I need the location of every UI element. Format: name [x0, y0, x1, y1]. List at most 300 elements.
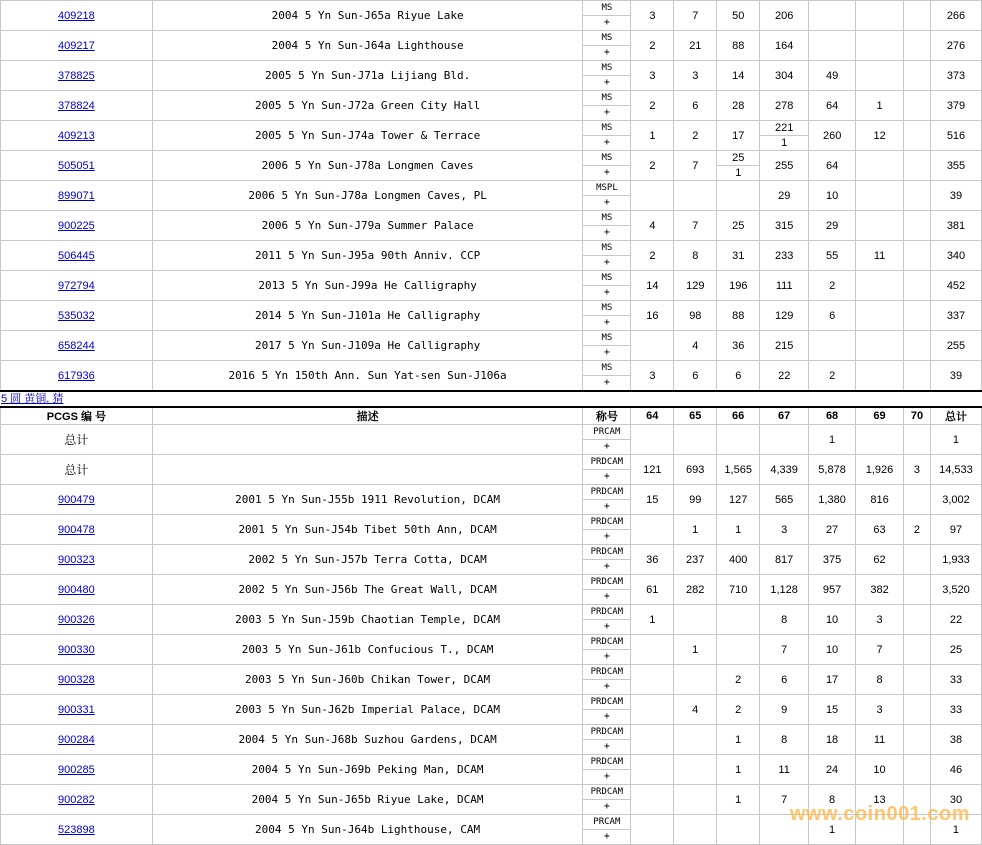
coin-row	[1, 31, 982, 61]
coin-total: 22	[930, 605, 981, 635]
coin-grade-68: 8	[809, 785, 856, 815]
coin-description: 2002 5 Yn Sun-J56b The Great Wall, DCAM	[152, 575, 583, 605]
coin-grade-69: 62	[856, 545, 904, 575]
coin-grade-69	[856, 151, 904, 181]
coin-grade-70	[904, 181, 931, 211]
coin-grade-65: 6	[674, 91, 717, 121]
designation-stack	[583, 91, 630, 120]
coin-grade-68: 55	[809, 241, 856, 271]
coin-grade-65: 237	[674, 545, 717, 575]
coin-grade-67: 9	[760, 695, 809, 725]
coin-total: 381	[930, 211, 981, 241]
coin-total: 1	[930, 815, 981, 845]
coin-description: 2016 5 Yn 150th Ann. Sun Yat-sen Sun-J106a	[152, 361, 583, 392]
coin-total: 3,520	[930, 575, 981, 605]
coin-grade-67: 1,128	[760, 575, 809, 605]
plus-grade-label: +	[603, 17, 610, 28]
coin-description: 2004 5 Yn Sun-J65b Riyue Lake, DCAM	[152, 785, 583, 815]
header-grade-67: 67	[760, 407, 809, 425]
designation-cell	[583, 485, 631, 515]
plus-grade-label: +	[603, 651, 610, 662]
coin-description: 2001 5 Yn Sun-J54b Tibet 50th Ann, DCAM	[152, 515, 583, 545]
coin-grade-65: 7	[674, 211, 717, 241]
coin-row	[1, 361, 982, 392]
pcgs-number-link[interactable]: 900480	[58, 584, 95, 596]
pcgs-number-link[interactable]: 617936	[58, 370, 95, 382]
coin-grade-65: 129	[674, 271, 717, 301]
designation-cell	[583, 61, 631, 91]
plus-grade-label: +	[603, 591, 610, 602]
coin-description: 2011 5 Yn Sun-J95a 90th Anniv. CCP	[152, 241, 583, 271]
coin-grade-69: 816	[856, 485, 904, 515]
designation-label: PRDCAM	[583, 485, 630, 500]
designation-stack	[583, 425, 630, 454]
coin-grade-69: 3	[856, 605, 904, 635]
designation-stack	[583, 301, 630, 330]
designation-cell	[583, 605, 631, 635]
designation-label: MS	[583, 61, 630, 76]
coin-total: 3,002	[930, 485, 981, 515]
coin-grade-70	[904, 605, 931, 635]
coin-grade-70	[904, 635, 931, 665]
pcgs-number-link[interactable]: 900479	[58, 494, 95, 506]
pcgs-number-cell	[1, 121, 153, 151]
coin-total: 337	[930, 301, 981, 331]
summary-grade-69: 1,926	[856, 455, 904, 485]
designation-cell	[583, 301, 631, 331]
coin-grade-64	[631, 181, 674, 211]
pcgs-number-link[interactable]: 900328	[58, 674, 95, 686]
pcgs-number-link[interactable]: 972794	[58, 280, 95, 292]
pcgs-number-link[interactable]: 523898	[58, 824, 95, 836]
coin-total: 276	[930, 31, 981, 61]
coin-grade-64	[631, 515, 674, 545]
pcgs-number-link[interactable]: 900330	[58, 644, 95, 656]
coin-row	[1, 121, 982, 151]
coin-grade-69: 11	[856, 725, 904, 755]
coin-description: 2004 5 Yn Sun-J64b Lighthouse, CAM	[152, 815, 583, 845]
coin-grade-64: 2	[631, 241, 674, 271]
pcgs-number-link[interactable]: 506445	[58, 250, 95, 262]
coin-grade-68: 260	[809, 121, 856, 151]
coin-grade-67: 315	[760, 211, 809, 241]
coin-grade-66: 710	[717, 575, 760, 605]
designation-cell	[583, 695, 631, 725]
coin-description: 2003 5 Yn Sun-J62b Imperial Palace, DCAM	[152, 695, 583, 725]
summary-total: 14,533	[930, 455, 981, 485]
coin-grade-66	[717, 181, 760, 211]
summary-grade-64: 121	[631, 455, 674, 485]
pcgs-number-link[interactable]: 900284	[58, 734, 95, 746]
coin-total: 355	[930, 151, 981, 181]
coin-grade-69: 3	[856, 695, 904, 725]
coin-grade-68: 64	[809, 91, 856, 121]
coin-row	[1, 1, 982, 31]
coin-grade-70	[904, 575, 931, 605]
coin-total: 33	[930, 695, 981, 725]
designation-stack	[583, 271, 630, 300]
pcgs-number-link[interactable]: 409213	[58, 130, 95, 142]
coin-grade-70	[904, 91, 931, 121]
pcgs-number-link[interactable]: 900323	[58, 554, 95, 566]
coin-grade-64: 1	[631, 121, 674, 151]
coin-grade-69	[856, 361, 904, 392]
designation-cell	[583, 91, 631, 121]
plus-grade-label: +	[603, 377, 610, 388]
plus-grade-label: +	[603, 287, 610, 298]
coin-grade-65: 21	[674, 31, 717, 61]
coin-grade-67: 206	[760, 1, 809, 31]
coin-grade-70	[904, 755, 931, 785]
coin-grade-64	[631, 815, 674, 845]
coin-grade-66: 17	[717, 121, 760, 151]
coin-grade-67: 8	[760, 725, 809, 755]
pcgs-number-link[interactable]: 409217	[58, 40, 95, 52]
coin-grade-68: 1	[809, 815, 856, 845]
designation-label: PRDCAM	[583, 785, 630, 800]
pcgs-number-cell	[1, 241, 153, 271]
coin-grade-65: 8	[674, 241, 717, 271]
designation-cell	[583, 271, 631, 301]
coin-description: 2004 5 Yn Sun-J68b Suzhou Gardens, DCAM	[152, 725, 583, 755]
header-pcgs-number: PCGS 编 号	[1, 407, 153, 425]
coin-grade-66: 88	[717, 301, 760, 331]
pcgs-number-cell	[1, 545, 153, 575]
coin-grade-66	[717, 635, 760, 665]
coin-grade-68	[809, 331, 856, 361]
coin-total: 38	[930, 725, 981, 755]
split-count	[760, 121, 808, 150]
coin-row	[1, 545, 982, 575]
coin-grade-67: 22	[760, 361, 809, 392]
plus-grade-label: +	[603, 741, 610, 752]
summary-grade-69	[856, 425, 904, 455]
summary-grade-67: 4,339	[760, 455, 809, 485]
summary-grade-68: 5,878	[809, 455, 856, 485]
designation-stack	[583, 211, 630, 240]
plus-grade-label: +	[603, 197, 610, 208]
pcgs-number-link[interactable]: 409218	[58, 10, 95, 22]
designation-label: PRDCAM	[583, 575, 630, 590]
header-grade-66: 66	[717, 407, 760, 425]
coin-description: 2006 5 Yn Sun-J78a Longmen Caves	[152, 151, 583, 181]
coin-grade-67: 164	[760, 31, 809, 61]
designation-stack	[583, 545, 630, 574]
coin-grade-70	[904, 725, 931, 755]
coin-row	[1, 605, 982, 635]
pcgs-number-cell	[1, 211, 153, 241]
designation-cell	[583, 211, 631, 241]
coin-grade-70: 2	[904, 515, 931, 545]
designation-label: MSPL	[583, 181, 630, 196]
coin-grade-68: 2	[809, 361, 856, 392]
coin-grade-66: 36	[717, 331, 760, 361]
designation-stack	[583, 785, 630, 814]
coin-grade-67: 215	[760, 331, 809, 361]
coin-grade-69	[856, 1, 904, 31]
pcgs-number-cell	[1, 755, 153, 785]
plus-grade-label: +	[603, 531, 610, 542]
designation-label: PRCAM	[583, 425, 630, 440]
designation-label: PRCAM	[583, 815, 630, 830]
coin-grade-68: 18	[809, 725, 856, 755]
designation-label: MS	[583, 151, 630, 166]
pcgs-number-link[interactable]: 899071	[58, 190, 95, 202]
pcgs-number-link[interactable]: 900478	[58, 524, 95, 536]
coin-grade-66: 14	[717, 61, 760, 91]
coin-grade-68: 957	[809, 575, 856, 605]
coin-row	[1, 241, 982, 271]
designation-cell	[583, 635, 631, 665]
coin-grade-66: 1	[717, 785, 760, 815]
coin-description: 2003 5 Yn Sun-J59b Chaotian Temple, DCAM	[152, 605, 583, 635]
pcgs-number-cell	[1, 331, 153, 361]
coin-grade-67: 29	[760, 181, 809, 211]
designation-stack	[583, 605, 630, 634]
coin-grade-70	[904, 361, 931, 392]
coin-grade-65: 7	[674, 1, 717, 31]
coin-grade-68: 24	[809, 755, 856, 785]
designation-label: MS	[583, 241, 630, 256]
designation-stack	[583, 1, 630, 30]
coin-grade-68: 10	[809, 605, 856, 635]
coin-grade-66	[717, 605, 760, 635]
designation-label: PRDCAM	[583, 455, 630, 470]
coin-description: 2005 5 Yn Sun-J72a Green City Hall	[152, 91, 583, 121]
pcgs-number-link[interactable]: 900331	[58, 704, 95, 716]
coin-grade-66: 6	[717, 361, 760, 392]
pcgs-number-cell	[1, 605, 153, 635]
section-title-link[interactable]: 5 圆 黄铜, 猜	[1, 393, 64, 405]
plus-grade-label: +	[603, 621, 610, 632]
plus-grade-label: +	[603, 47, 610, 58]
pcgs-number-cell	[1, 271, 153, 301]
coin-total: 340	[930, 241, 981, 271]
designation-stack	[583, 635, 630, 664]
coin-grade-67: 7	[760, 635, 809, 665]
coin-grade-70	[904, 121, 931, 151]
designation-cell	[583, 665, 631, 695]
coin-row	[1, 635, 982, 665]
coin-grade-68: 1,380	[809, 485, 856, 515]
coin-grade-70	[904, 545, 931, 575]
pcgs-number-link[interactable]: 378824	[58, 100, 95, 112]
coin-grade-65: 1	[674, 515, 717, 545]
coin-grade-68: 2	[809, 271, 856, 301]
designation-label: PRDCAM	[583, 695, 630, 710]
coin-grade-70	[904, 301, 931, 331]
coin-grade-65	[674, 181, 717, 211]
pcgs-number-link[interactable]: 900282	[58, 794, 95, 806]
coin-grade-65	[674, 785, 717, 815]
pcgs-number-cell	[1, 91, 153, 121]
coin-total: 255	[930, 331, 981, 361]
summary-grade-67	[760, 425, 809, 455]
pcgs-number-cell	[1, 695, 153, 725]
designation-cell	[583, 785, 631, 815]
count-plus: 1	[735, 166, 742, 179]
designation-stack	[583, 695, 630, 724]
coin-total: 30	[930, 785, 981, 815]
header-grade-69: 69	[856, 407, 904, 425]
coin-grade-66	[717, 151, 760, 181]
summary-total: 1	[930, 425, 981, 455]
coin-total: 33	[930, 665, 981, 695]
coin-row	[1, 211, 982, 241]
coin-grade-68: 49	[809, 61, 856, 91]
coin-grade-65	[674, 755, 717, 785]
coin-row	[1, 515, 982, 545]
coin-grade-70	[904, 211, 931, 241]
pcgs-number-link[interactable]: 505051	[58, 160, 95, 172]
designation-cell	[583, 725, 631, 755]
designation-cell	[583, 31, 631, 61]
coin-grade-67: 7	[760, 785, 809, 815]
population-table-top	[0, 0, 982, 392]
coin-grade-70	[904, 241, 931, 271]
coin-grade-67: 304	[760, 61, 809, 91]
designation-label: PRDCAM	[583, 545, 630, 560]
designation-label: PRDCAM	[583, 605, 630, 620]
designation-cell	[583, 361, 631, 392]
coin-row	[1, 755, 982, 785]
coin-grade-69: 13	[856, 785, 904, 815]
designation-label: MS	[583, 1, 630, 16]
coin-row	[1, 151, 982, 181]
coin-grade-69: 11	[856, 241, 904, 271]
coin-grade-69: 1	[856, 91, 904, 121]
plus-grade-label: +	[603, 771, 610, 782]
coin-total: 46	[930, 755, 981, 785]
plus-grade-label: +	[603, 227, 610, 238]
designation-stack	[583, 361, 630, 390]
designation-cell	[583, 331, 631, 361]
coin-row	[1, 301, 982, 331]
designation-label: MS	[583, 361, 630, 376]
plus-grade-label: +	[603, 167, 610, 178]
summary-grade-68: 1	[809, 425, 856, 455]
header-grade-70: 70	[904, 407, 931, 425]
coin-grade-69	[856, 181, 904, 211]
header-grade-65: 65	[674, 407, 717, 425]
pcgs-number-cell	[1, 785, 153, 815]
coin-description: 2013 5 Yn Sun-J99a He Calligraphy	[152, 271, 583, 301]
coin-grade-64: 2	[631, 31, 674, 61]
plus-grade-label: +	[603, 317, 610, 328]
coin-grade-67: 817	[760, 545, 809, 575]
pcgs-number-cell	[1, 665, 153, 695]
coin-description: 2004 5 Yn Sun-J69b Peking Man, DCAM	[152, 755, 583, 785]
coin-grade-65: 7	[674, 151, 717, 181]
designation-label: PRDCAM	[583, 635, 630, 650]
split-count	[717, 151, 759, 180]
pcgs-number-link[interactable]: 658244	[58, 340, 95, 352]
pcgs-number-link[interactable]: 378825	[58, 70, 95, 82]
designation-cell	[583, 151, 631, 181]
coin-description: 2003 5 Yn Sun-J60b Chikan Tower, DCAM	[152, 665, 583, 695]
coin-grade-68: 27	[809, 515, 856, 545]
coin-grade-67: 255	[760, 151, 809, 181]
coin-grade-65	[674, 605, 717, 635]
coin-grade-66: 1	[717, 515, 760, 545]
count-top: 25	[717, 151, 759, 166]
summary-grade-70: 3	[904, 455, 931, 485]
summary-grade-70	[904, 425, 931, 455]
coin-grade-69: 382	[856, 575, 904, 605]
coin-grade-66: 88	[717, 31, 760, 61]
count-plus: 1	[781, 136, 788, 149]
coin-description: 2005 5 Yn Sun-J71a Lijiang Bld.	[152, 61, 583, 91]
summary-row	[1, 455, 982, 485]
coin-grade-67: 6	[760, 665, 809, 695]
coin-grade-64: 2	[631, 151, 674, 181]
pcgs-number-link[interactable]: 900225	[58, 220, 95, 232]
coin-grade-64	[631, 755, 674, 785]
coin-grade-64: 61	[631, 575, 674, 605]
plus-grade-label: +	[603, 347, 610, 358]
coin-grade-65: 98	[674, 301, 717, 331]
coin-grade-64	[631, 331, 674, 361]
summary-grade-65: 693	[674, 455, 717, 485]
coin-grade-68: 29	[809, 211, 856, 241]
pcgs-number-link[interactable]: 535032	[58, 310, 95, 322]
coin-grade-67: 111	[760, 271, 809, 301]
coin-grade-68: 375	[809, 545, 856, 575]
coin-description: 2005 5 Yn Sun-J74a Tower & Terrace	[152, 121, 583, 151]
coin-row	[1, 725, 982, 755]
plus-grade-label: +	[603, 561, 610, 572]
pcgs-number-link[interactable]: 900326	[58, 614, 95, 626]
designation-label: MS	[583, 91, 630, 106]
coin-description: 2014 5 Yn Sun-J101a He Calligraphy	[152, 301, 583, 331]
designation-stack	[583, 575, 630, 604]
designation-label: MS	[583, 211, 630, 226]
designation-stack	[583, 241, 630, 270]
designation-cell	[583, 815, 631, 845]
designation-stack	[583, 151, 630, 180]
coin-grade-70	[904, 271, 931, 301]
coin-grade-64: 2	[631, 91, 674, 121]
coin-grade-64: 3	[631, 1, 674, 31]
coin-grade-65: 99	[674, 485, 717, 515]
coin-grade-65	[674, 725, 717, 755]
designation-stack	[583, 485, 630, 514]
coin-grade-67: 565	[760, 485, 809, 515]
coin-description: 2004 5 Yn Sun-J64a Lighthouse	[152, 31, 583, 61]
coin-grade-64: 14	[631, 271, 674, 301]
header-grade-68: 68	[809, 407, 856, 425]
coin-grade-66: 127	[717, 485, 760, 515]
coin-grade-68: 64	[809, 151, 856, 181]
plus-grade-label: +	[603, 801, 610, 812]
designation-cell	[583, 545, 631, 575]
coin-grade-70	[904, 1, 931, 31]
pcgs-number-link[interactable]: 900285	[58, 764, 95, 776]
summary-grade-65	[674, 425, 717, 455]
coin-grade-66	[717, 815, 760, 845]
designation-stack	[583, 515, 630, 544]
plus-grade-label: +	[603, 681, 610, 692]
designation-label: MS	[583, 331, 630, 346]
coin-grade-68: 17	[809, 665, 856, 695]
coin-grade-69	[856, 271, 904, 301]
designation-label: PRDCAM	[583, 665, 630, 680]
coin-grade-65	[674, 815, 717, 845]
coin-grade-67: 278	[760, 91, 809, 121]
coin-grade-65: 2	[674, 121, 717, 151]
designation-label: MS	[583, 121, 630, 136]
coin-grade-64	[631, 665, 674, 695]
